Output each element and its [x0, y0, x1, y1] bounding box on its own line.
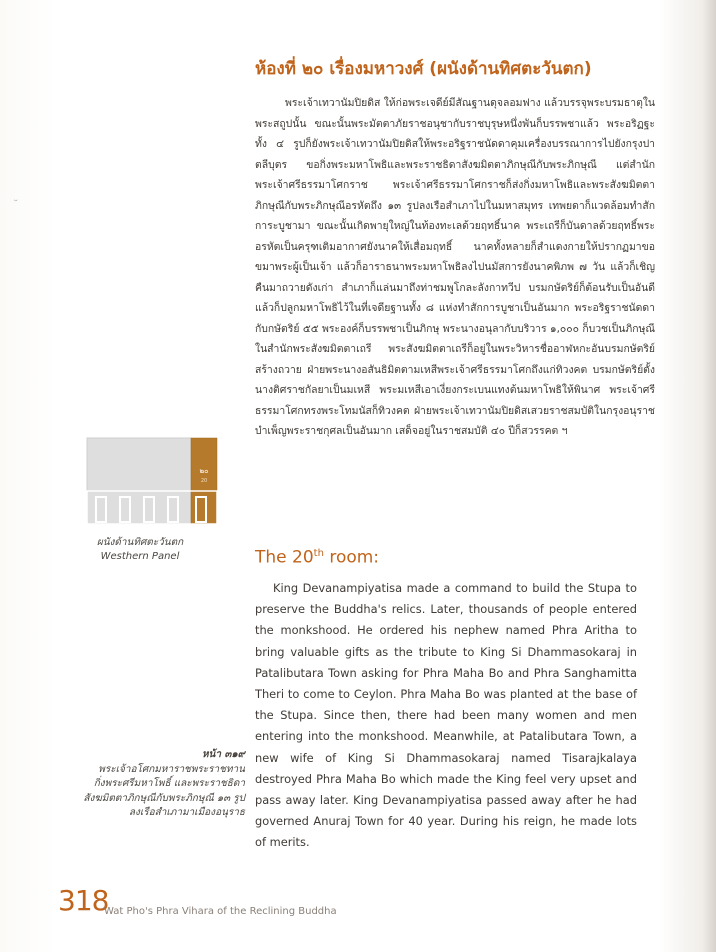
wall-diagram: [86, 437, 218, 529]
wall-diagram-svg: [86, 437, 218, 525]
english-section-body: King Devanampiyatisa made a command to build the Stupa to preserve the Buddha's relics. Later, thousands of people entered the monkshood. He ordered his nephew named Phra Aritha to bring valuable gifts as the tribute to King Si Dhammasokaraj in Patalibutara Town asking for Phra Maha Bo and Phra Sanghamitta Theri to come to Ceylon. Phra Maha Bo was planted at the base of the Stupa. Since then, there had been many women and men entering into the monkshood. Meanwhile, at Patalibutara Town, a new wife of King Si Dhammasokaraj named Tisarajkalaya destroyed Phra Maha Bo which made the King feel very upset and pass away later. King Devanampiyatisa passed away after he had governed Anuraj Town for 40 year. During his reign, he made lots of merits.: [255, 581, 637, 850]
page-number: 318: [58, 884, 109, 917]
page-reference-label: หน้า ๓๑๙: [201, 749, 245, 760]
page-reference-note: [60, 748, 245, 821]
wall-panel-base: [87, 438, 191, 524]
thai-section-body: พระเจ้าเทวานัมปิยดิส ให้ก่อพระเจดีย์มีสัณฐานดุจลอมฟาง แล้วบรรจุพระบรมธาตุในพระสถูปนั้น ขณะนั้นพระมัตตาภัยราชอนุชากับราชบุรุษหนึ่งพันก็บรรพชาแล้ว พระอริฏฐะทั้ง ๔ รูปก็ยังพระเจ้าเทวานัมปิยดิสให้พระอริฐราชนัดดาคุมเครื่องบรรณาการไปยังกรุงปาตลีบุตร ขอกิ่งพระมหาโพธิและพระราชธิดาสังฆมิตตาภิกษุณีกับพระภิกษุณี แต่สำนักพระเจ้าศรีธรรมาโศกราช พระเจ้าศรีธรรมาโศกราชก็ส่งกิ่งมหาโพธิและพระสังฆมิตตาภิกษุณีกับพระภิกษุณีอรหัตถึง ๑๓ รูปลงเรือสำเภาไปในมหาสมุทร เทพยดาก็แวดล้อมทำสักการะบูชามา ขณะนั้นเกิดพายุใหญ่ในท้องทะเลด้วยฤทธิ์นาค พระเถรีก็บันดาลด้วยฤทธิ์พระอรหัตเป็นครุฑเติมอากาศยังนาคให้เสื่อมฤทธิ์ นาคทั้งหลายก็สำแดงกายให้ปรากฏมาขอขมาพระผู้เป็นเจ้า แล้วก็อาราธนาพระมหาโพธิลงไปนมัสการยังนาคพิภพ ๗ วัน แล้วก็เชิญคืนมาถวายดังเก่า สำเภาก็แล่นมาถึงท่าชมพูโกละลังกาทวีป บรมกษัตริย์ก็ต้อนรับเป็นอันดี แล้วก็ปลูกมหาโพธิไว้ในที่เจดียฐานทั้ง ๘ แห่งทำสักการบูชาเป็นอันมาก พระอริฐราชนัดดากับกษัตริย์ ๕๕ พระองค์ก็บรรพชาเป็นภิกษุ พระนางอนุลากับบริวาร ๑,๐๐๐ ก็บวชเป็นภิกษุณีในสำนักพระสังฆมิตตาเถรี พระสังฆมิตตาเถรีก็อยู่ในพระวิหารชื่ออาฬหกะอันบรมกษัตริย์สร้างถวาย ฝ่ายพระนางอสันธิมิตตามเหสีพระเจ้าศรีธรรมาโศกถึงแก่ทิวงคต บรมกษัตริย์ตั้งนางติศราชกัลยาเป็นมเหสี พระมเหสีเอาเงี่ยงกระเบนแทงต้นมหาโพธิให้พินาศ พระเจ้าศรีธรรมาโศกทรงพระโทมนัสก็ทิวงคต ฝ่ายพระเจ้าเทวานัมปิยดิสเสวยราชสมบัติในกรุงอนุราช บำเพ็ญพระราชกุศลเป็นอันมาก เสด็จอยู่ในราชสมบัติ ๔๐ ปีก็สวรรคต ฯ: [255, 97, 655, 437]
page-reference-line: กิ่งพระศรีมหาโพธิ์ และพระราชธิดา: [93, 778, 245, 789]
diagram-caption: [60, 536, 220, 564]
page-reference-line: ลงเรือสำเภามาเมืองอนุราธ: [128, 807, 245, 818]
running-title: Wat Pho's Phra Vihara of the Reclining Buddha: [104, 906, 337, 917]
english-title-sup: th: [313, 548, 324, 559]
english-title-main: The 20: [255, 547, 314, 568]
english-section-title: [255, 543, 379, 569]
page-gutter-shadow: [702, 0, 716, 952]
english-title-end: room:: [323, 547, 380, 568]
panel-number-thai: ๒๐: [199, 467, 209, 475]
panel-number-arabic: 20: [200, 478, 208, 484]
thai-section-title: ห้องที่ ๒๐ เรื่องมหาวงศ์ (ผนังด้านทิศตะวันตก): [255, 59, 592, 79]
margin-mark: ˘: [13, 198, 19, 211]
diagram-caption-english: Westhern Panel: [100, 551, 180, 562]
diagram-caption-thai: ผนังด้านทิศตะวันตก: [96, 537, 184, 548]
page-reference-line: พระเจ้าอโศกมหาราชพระราชทาน: [98, 763, 245, 775]
page-reference-line: สังฆมิตตาภิกษุณีกับพระภิกษุณี ๑๓ รูป: [83, 792, 245, 804]
